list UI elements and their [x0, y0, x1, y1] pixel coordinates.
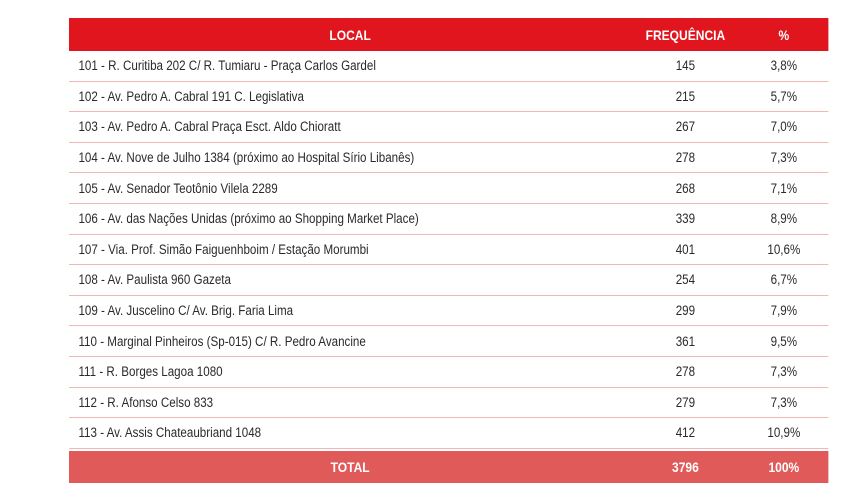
row-percent: 7,3% [770, 150, 798, 166]
row-local: 104 - Av. Nove de Julho 1384 (próximo ao Hospital Sírio Libanês) [78, 150, 415, 166]
row-percent: 6,7% [770, 272, 798, 288]
table-header [69, 18, 828, 51]
table-row [69, 51, 828, 82]
row-percent: 10,6% [767, 241, 801, 257]
table-row [69, 235, 828, 266]
frequency-table [69, 18, 828, 483]
row-percent: 7,3% [770, 364, 798, 380]
table-row [69, 82, 828, 113]
row-local: 110 - Marginal Pinheiros (Sp-015) C/ R. Pedro Avancine [78, 333, 366, 349]
total-percent: 100% [768, 458, 800, 475]
row-frequencia: 279 [675, 394, 696, 410]
table-row [69, 388, 828, 419]
row-frequencia: 278 [675, 150, 696, 166]
row-percent: 8,9% [770, 211, 798, 227]
row-local: 109 - Av. Juscelino C/ Av. Brig. Faria Lima [78, 303, 294, 319]
row-percent: 7,9% [770, 303, 798, 319]
table-row [69, 265, 828, 296]
row-percent: 10,9% [767, 425, 801, 441]
table-row [69, 418, 828, 449]
row-local: 101 - R. Curitiba 202 C/ R. Tumiaru - Praça Carlos Gardel [78, 58, 376, 74]
row-frequencia: 412 [675, 425, 696, 441]
header-frequencia: FREQUÊNCIA [645, 26, 726, 43]
table-row [69, 296, 828, 327]
row-percent: 3,8% [770, 58, 798, 74]
header-percent: % [778, 26, 790, 43]
row-local: 105 - Av. Senador Teotônio Vilela 2289 [78, 180, 278, 196]
row-percent: 7,1% [770, 180, 798, 196]
table-row [69, 326, 828, 357]
row-local: 102 - Av. Pedro A. Cabral 191 C. Legislativa [78, 88, 304, 104]
row-frequencia: 401 [675, 241, 696, 257]
row-percent: 5,7% [770, 88, 798, 104]
row-percent: 7,0% [770, 119, 798, 135]
table-row [69, 357, 828, 388]
row-frequencia: 254 [675, 272, 696, 288]
row-frequencia: 339 [675, 211, 696, 227]
row-local: 103 - Av. Pedro A. Cabral Praça Esct. Aldo Chioratt [78, 119, 341, 135]
total-label: TOTAL [330, 458, 370, 475]
row-local: 111 - R. Borges Lagoa 1080 [78, 364, 223, 380]
row-frequencia: 215 [675, 88, 696, 104]
row-local: 112 - R. Afonso Celso 833 [78, 394, 214, 410]
table-row [69, 173, 828, 204]
row-frequencia: 299 [675, 303, 696, 319]
header-local: LOCAL [329, 26, 371, 43]
table-row [69, 143, 828, 174]
total-frequencia: 3796 [672, 458, 699, 475]
row-local: 108 - Av. Paulista 960 Gazeta [78, 272, 232, 288]
table-total-row [69, 451, 828, 483]
row-frequencia: 145 [675, 58, 696, 74]
table-row [69, 204, 828, 235]
row-frequencia: 267 [675, 119, 696, 135]
row-frequencia: 278 [675, 364, 696, 380]
row-frequencia: 268 [675, 180, 696, 196]
row-local: 106 - Av. das Nações Unidas (próximo ao Shopping Market Place) [78, 211, 419, 227]
row-local: 107 - Via. Prof. Simão Faiguenhboim / Estação Morumbi [78, 241, 369, 257]
row-percent: 9,5% [770, 333, 798, 349]
table-row [69, 112, 828, 143]
row-percent: 7,3% [770, 394, 798, 410]
row-local: 113 - Av. Assis Chateaubriand 1048 [78, 425, 262, 441]
row-frequencia: 361 [675, 333, 696, 349]
